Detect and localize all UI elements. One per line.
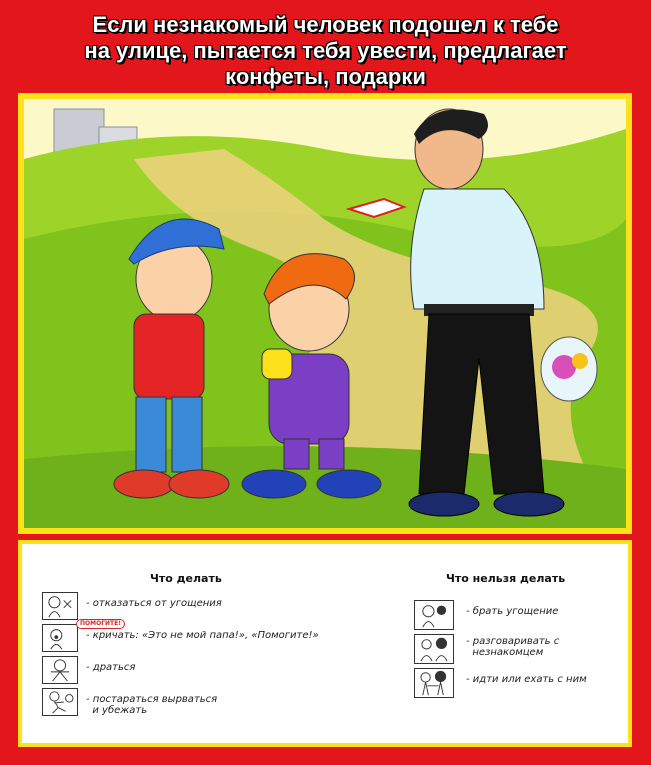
title-line-1: Если незнакомый человек подошел к тебе — [92, 12, 559, 37]
do-item-text: - драться — [86, 662, 136, 673]
do-item-text: - кричать: «Это не мой папа!», «Помогите!» — [86, 630, 319, 641]
dont-item-text: - идти или ехать с ним — [466, 674, 587, 685]
shout-icon — [42, 624, 78, 652]
illustration-frame — [18, 93, 632, 534]
go-with-stranger-icon — [414, 668, 454, 698]
rules-panel — [22, 544, 628, 743]
refuse-treat-icon — [42, 592, 78, 620]
run-away-icon — [42, 688, 78, 716]
do-heading: Что делать — [150, 572, 222, 585]
stranger-scene-illustration — [24, 99, 626, 528]
rules-frame — [18, 540, 632, 747]
dont-item-text: - разговаривать с незнакомцем — [466, 636, 560, 658]
dont-heading: Что нельзя делать — [446, 572, 566, 585]
do-item-text: - отказаться от угощения — [86, 598, 222, 609]
title-line-2: на улице, пытается тебя увести, предлагает — [84, 38, 567, 63]
fight-icon — [42, 656, 78, 684]
take-treat-icon — [414, 600, 454, 630]
title-line-3: конфеты, подарки — [225, 64, 426, 89]
help-shout-badge: ПОМОГИТЕ! — [76, 619, 125, 629]
dont-item-text: - брать угощение — [466, 606, 559, 617]
poster-title — [0, 12, 651, 90]
do-item-text: - постараться вырваться и убежать — [86, 694, 218, 716]
talk-stranger-icon — [414, 634, 454, 664]
